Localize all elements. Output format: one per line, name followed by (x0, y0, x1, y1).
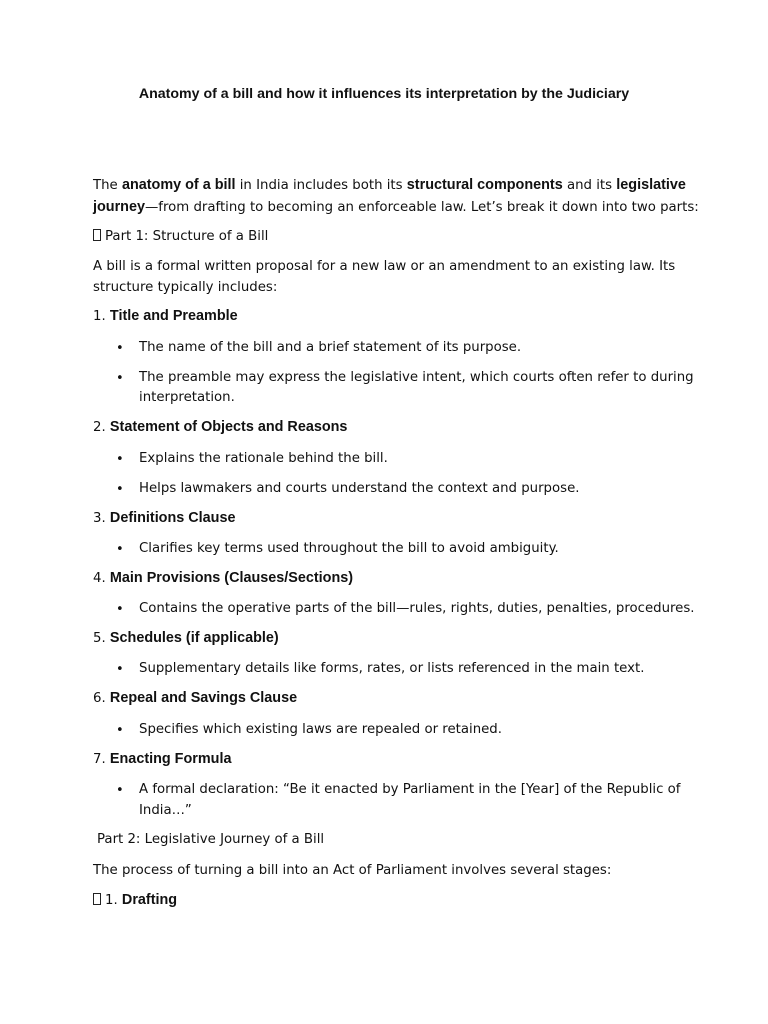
bullet-text: Contains the operative parts of the bill—rules, rights, duties, penalties, procedures. (139, 601, 695, 616)
bullet-icon: • (116, 452, 124, 467)
bullet-icon: • (116, 341, 124, 356)
section-title: Definitions Clause (109, 510, 236, 526)
section-heading-3 (93, 510, 235, 526)
intro-text: and its (562, 178, 617, 193)
part2-heading: Part 2: Legislative Journey of a Bill (97, 832, 325, 847)
document-title: Anatomy of a bill and how it influences its interpretation by the Judiciary (138, 86, 630, 102)
part1-heading (93, 229, 268, 244)
part1-intro-line-2: structure typically includes: (93, 280, 278, 295)
section-number: 5. (93, 631, 106, 646)
intro-text: in India includes both its (235, 178, 407, 193)
bullet-text: The name of the bill and a brief statement of its purpose. (139, 340, 522, 355)
section-heading-1 (93, 308, 238, 324)
bullet-text: Helps lawmakers and courts understand the context and purpose. (139, 481, 580, 496)
section-number: 2. (93, 420, 106, 435)
bullet-text: A formal declaration: “Be it enacted by Parliament in the [Year] of the Republic of (139, 782, 681, 797)
bullet-icon: • (116, 723, 124, 738)
intro-bold: anatomy of a bill (121, 177, 236, 193)
bullet-icon: • (116, 542, 124, 557)
missing-glyph-icon (93, 893, 101, 905)
intro-line-1 (93, 177, 686, 193)
intro-bold: legislative (616, 177, 686, 193)
section-heading-7 (93, 751, 231, 767)
stage-heading-1 (93, 892, 177, 908)
stage-title: Drafting (121, 892, 178, 908)
stage-number: 1. (105, 893, 118, 908)
section-heading-2 (93, 419, 347, 435)
section-title: Repeal and Savings Clause (109, 690, 298, 706)
bullet-icon: • (116, 602, 124, 617)
bullet-text-continued: India…” (139, 803, 192, 818)
bullet-text: The preamble may express the legislative intent, which courts often refer to during (139, 370, 694, 385)
bullet-icon: • (116, 371, 124, 386)
section-title: Schedules (if applicable) (109, 630, 279, 646)
bullet-text: Clarifies key terms used throughout the bill to avoid ambiguity. (139, 541, 559, 556)
section-title: Statement of Objects and Reasons (109, 419, 348, 435)
section-title: Enacting Formula (109, 751, 232, 767)
bullet-icon: • (116, 662, 124, 677)
intro-line-2 (93, 199, 699, 215)
section-heading-5 (93, 630, 279, 646)
section-number: 6. (93, 691, 106, 706)
bullet-icon: • (116, 482, 124, 497)
part1-heading-text: Part 1: Structure of a Bill (105, 229, 269, 244)
bullet-icon: • (116, 783, 124, 798)
section-number: 4. (93, 571, 106, 586)
intro-text: The (93, 178, 122, 193)
intro-bold: journey (93, 199, 145, 215)
part1-intro-line-1: A bill is a formal written proposal for a new law or an amendment to an existing law. Its (93, 259, 676, 274)
intro-text: —from drafting to becoming an enforceable law. Let’s break it down into two parts: (144, 200, 699, 215)
intro-bold: structural components (406, 177, 563, 193)
bullet-text: Supplementary details like forms, rates, or lists referenced in the main text. (139, 661, 645, 676)
bullet-text-continued: interpretation. (139, 390, 235, 405)
section-heading-6 (93, 690, 297, 706)
section-title: Title and Preamble (109, 308, 238, 324)
section-title: Main Provisions (Clauses/Sections) (109, 570, 354, 586)
part2-intro: The process of turning a bill into an Act of Parliament involves several stages: (93, 863, 612, 878)
bullet-text: Specifies which existing laws are repealed or retained. (139, 722, 502, 737)
missing-glyph-icon (93, 229, 101, 241)
section-number: 3. (93, 511, 106, 526)
section-heading-4 (93, 570, 353, 586)
bullet-text: Explains the rationale behind the bill. (139, 451, 388, 466)
section-number: 7. (93, 752, 106, 767)
section-number: 1. (93, 309, 106, 324)
